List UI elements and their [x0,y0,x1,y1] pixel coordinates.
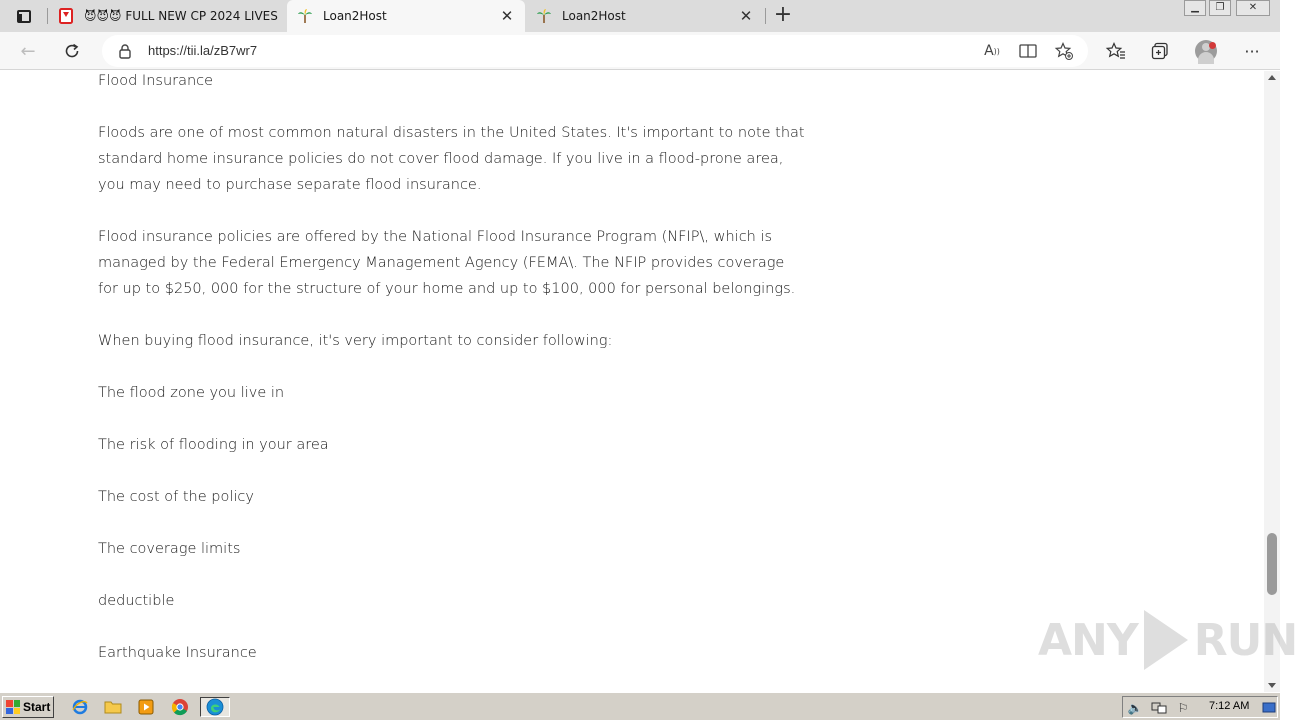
close-window-button[interactable] [1236,0,1270,16]
read-aloud-icon[interactable]: A )) [984,43,1000,59]
back-button[interactable] [14,38,42,64]
list-item: The coverage limits [98,541,241,557]
refresh-button[interactable] [58,38,86,64]
list-item: The cost of the policy [98,489,254,505]
paragraph: Flood insurance policies are offered by the National Flood Insurance Program (NFIP\, which is managed by the Federal Emergency Management Agency (FEMA\. The NFIP provides coverage for up to $250, 000 for the structure of your home and up to $100, 000 for personal belongings. [98,229,796,297]
paragraph: When buying flood insurance, it's very important to consider following: [98,333,613,349]
edge-taskbar-button[interactable] [200,697,230,717]
scrollbar-thumb[interactable] [1267,533,1277,595]
tab-title: 😈😈😈 FULL NEW CP 2024 LIVES [84,9,278,23]
list-item: The risk of flooding in your area [98,437,329,453]
list-item: deductible [98,593,175,609]
close-icon: ✕ [1248,2,1258,13]
file-explorer-icon[interactable] [103,697,123,717]
new-tab-button[interactable] [772,2,794,27]
windows-logo-icon [6,700,20,714]
browser-toolbar [0,32,1280,70]
favorites-icon[interactable] [1105,41,1127,61]
plus-icon: + [773,2,793,27]
tab-separator [765,8,766,24]
network-icon[interactable] [1151,700,1167,716]
section-heading-earthquake-insurance: Earthquake Insurance [98,645,257,661]
list-item: The flood zone you live in [98,385,285,401]
anyrun-watermark [1038,608,1297,672]
watermark-text: ANY [1038,614,1138,666]
url-text[interactable]: https://tii.la/zB7wr7 [148,43,258,58]
more-options-icon[interactable]: ··· [1244,41,1260,61]
add-favorite-icon[interactable] [1054,42,1074,60]
tab-title: Loan2Host [323,9,387,23]
refresh-icon [63,42,81,60]
tab-cp-lives[interactable] [48,0,286,32]
scroll-down-arrow-icon[interactable] [1268,683,1276,688]
media-player-icon[interactable] [136,697,156,717]
section-heading-flood-insurance: Flood Insurance [98,73,214,89]
restore-icon: ❐ [1215,2,1225,13]
restore-button[interactable] [1209,0,1231,16]
address-bar[interactable] [102,35,1088,67]
internet-explorer-icon[interactable] [70,697,90,717]
close-icon[interactable]: ✕ [500,7,514,25]
red-page-icon [58,8,74,24]
show-desktop-icon[interactable] [1261,700,1277,716]
lock-icon [118,43,132,59]
vertical-scrollbar[interactable] [1264,71,1280,692]
page-content [0,71,1264,692]
minimize-button[interactable] [1184,0,1206,16]
scroll-up-arrow-icon[interactable] [1268,75,1276,80]
close-icon[interactable]: ✕ [739,7,753,25]
paragraph: Floods are one of most common natural disasters in the United States. It's important to note that standard home insurance policies do not cover flood damage. If you live in a flood-prone area, you may need to purchase separate flood insurance. [98,125,805,193]
taskbar [0,692,1280,720]
palm-tree-icon [297,8,313,24]
chrome-icon[interactable] [170,697,190,717]
flag-icon[interactable]: ⚐ [1177,701,1189,715]
article-body [98,68,808,692]
watermark-text: RUN [1193,614,1297,666]
tab-title: Loan2Host [562,9,626,23]
tab-bar [0,0,1280,32]
tab-loan2host-active[interactable] [287,0,525,32]
edge-icon [206,698,224,716]
collections-icon[interactable] [1149,41,1171,61]
tab-actions-icon [17,10,31,23]
tab-actions-menu-button[interactable] [12,6,36,26]
play-icon [1144,610,1188,670]
start-button[interactable] [2,696,54,718]
arrow-left-icon: ← [20,40,36,62]
profile-avatar[interactable] [1195,40,1217,62]
tab-loan2host[interactable] [526,0,764,32]
system-tray [1122,696,1278,718]
volume-icon[interactable]: 🔈 [1127,701,1143,715]
minimize-icon: ▁ [1191,2,1199,13]
palm-tree-icon [536,8,552,24]
start-label: Start [23,700,51,714]
immersive-reader-icon[interactable] [1018,42,1038,60]
clock: 7:12 AM [1209,700,1250,712]
